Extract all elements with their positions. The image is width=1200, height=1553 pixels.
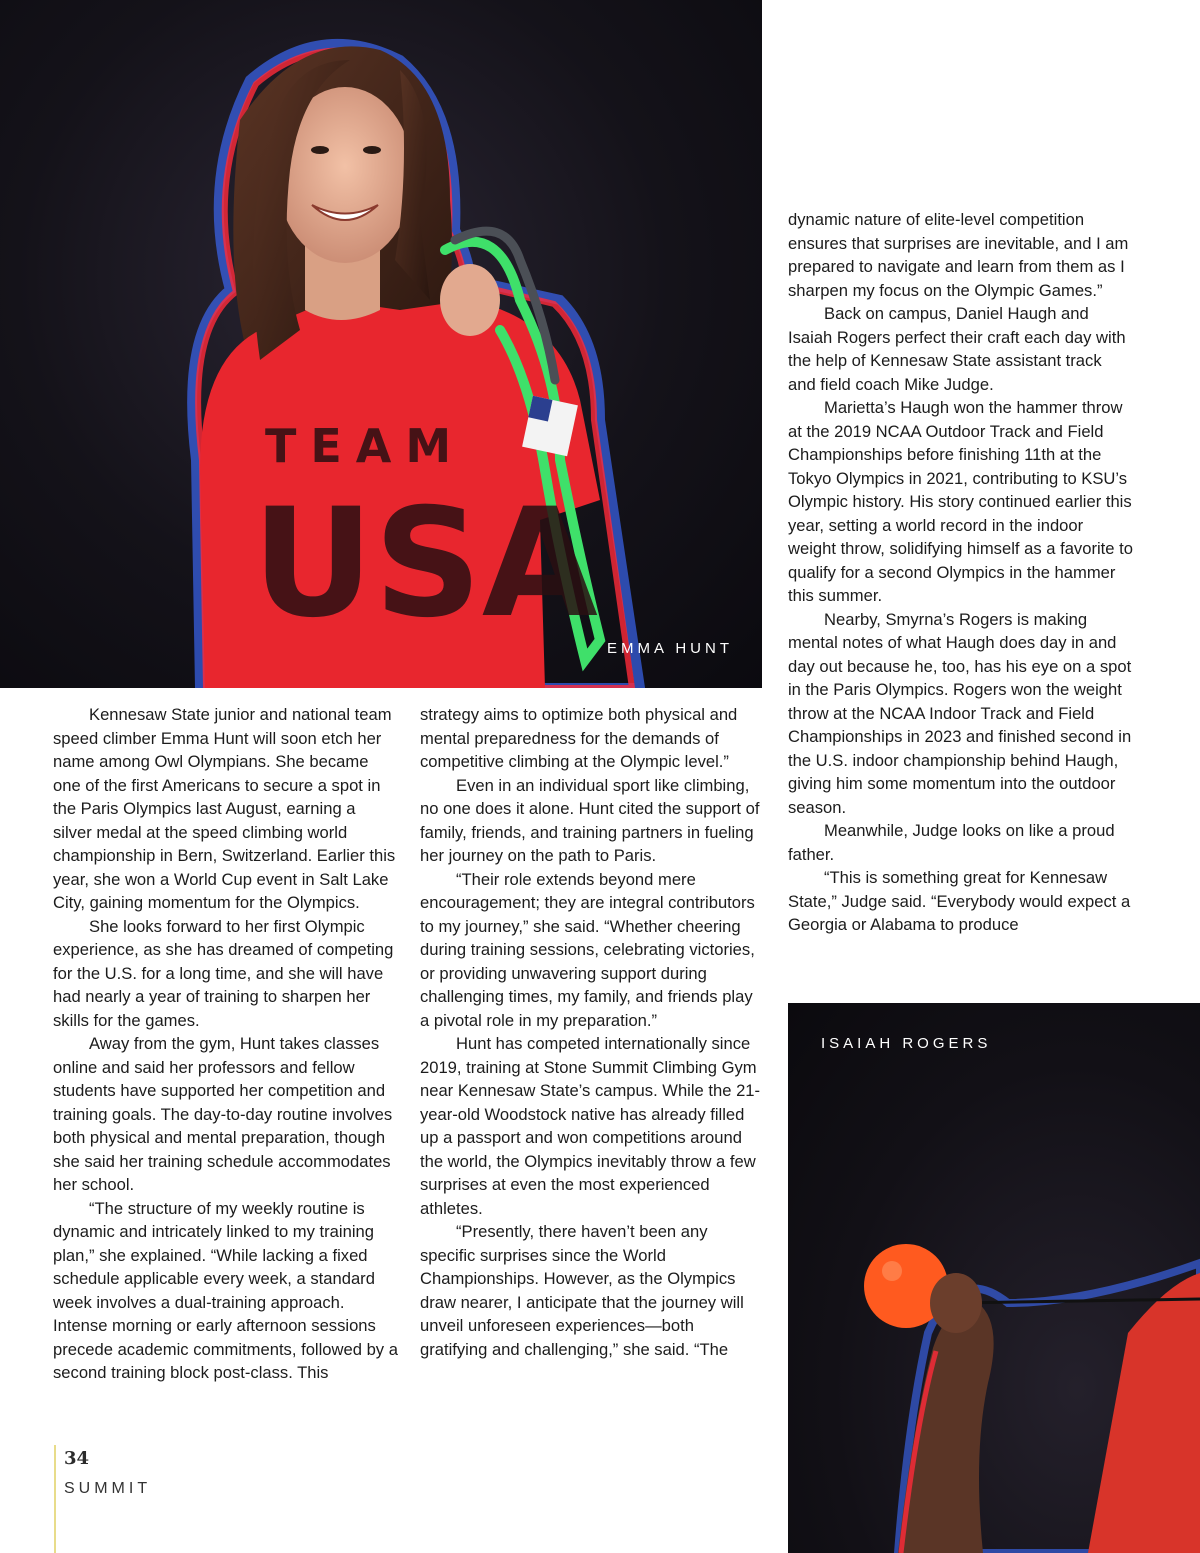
paragraph: Nearby, Smyrna’s Rogers is making mental notes of what Haugh does day in and day out because he, too, has his eye on a spot in the Paris Olympics. Rogers won the weight throw at the NCAA Indoor Track and Field Championships in 2023 and finished second in the U.S. indoor championship behind Haugh, giving him some momentum into the outdoor season.: [788, 609, 1132, 817]
paragraph: “This is something great for Kennesaw State,” Judge said. “Everybody would expect a Georgia or Alabama to produce: [788, 868, 1131, 934]
column-2: [420, 703, 765, 1361]
paragraph: Back on campus, Daniel Haugh and Isaiah Rogers perfect their craft each day with the help of Kennesaw State assistant track and field coach Mike Judge.: [788, 304, 1126, 394]
hand: [440, 264, 500, 336]
paragraph: Hunt has competed internationally since 2019, training at Stone Summit Climbing Gym near Kennesaw State’s campus. While the 21-year-old Woodstock native has already filled up a passport and won competitions around the world, the Olympics inevitably throw a few surprises at even the most experienced athletes.: [420, 1034, 761, 1218]
paragraph: strategy aims to optimize both physical and mental preparedness for the demands of competitive climbing at the Olympic level.”: [420, 705, 738, 771]
emma-hunt-illustration: [0, 0, 762, 688]
paragraph: Even in an individual sport like climbing, no one does it alone. Hunt cited the support of family, friends, and training partners in fueling her journey on the path to Paris.: [420, 775, 760, 865]
paragraph: Marietta’s Haugh won the hammer throw at the 2019 NCAA Outdoor Track and Field Championships before finishing 11th at the Tokyo Olympics in 2021, contributing to KSU’s Olympic history. His story continued earlier this year, setting a world record in the indoor weight throw, solidifying himself as a favorite to qualify for a second Olympics in the hammer this summer.: [788, 398, 1133, 605]
photo-caption-isaiah-rogers: ISAIAH ROGERS: [821, 1035, 992, 1052]
paragraph: “Their role extends beyond mere encouragement; they are integral contributors to my journey,” she said. “Whether cheering during training sessions, celebrating victories, or providing unwavering support during challenging times, my family, and friends play a pivotal role in my preparation.”: [420, 869, 755, 1030]
page-number: 34: [64, 1448, 90, 1469]
magazine-name: SUMMIT: [64, 1480, 152, 1497]
paragraph: Away from the gym, Hunt takes classes online and said her professors and fellow students have supported her competition and training goals. The day-to-day routine involves both physical and mental preparation, though she said her training schedule accommodates her school.: [53, 1034, 393, 1194]
left-eye: [311, 146, 329, 154]
isaiah-rogers-photo: [788, 1003, 1200, 1553]
paragraph: Meanwhile, Judge looks on like a proud father.: [788, 821, 1115, 864]
isaiah-rogers-illustration: [788, 1003, 1200, 1553]
emma-hunt-photo: [0, 0, 762, 688]
paragraph: “The structure of my weekly routine is dynamic and intricately linked to my training plan,” she explained. “While lacking a fixed schedule applicable every week, a standard week involves a dual-training approach. Intense morning or early afternoon sessions precede academic commitments, followed by a second training block post-class. This: [53, 1198, 398, 1382]
paragraph: She looks forward to her first Olympic experience, as she has dreamed of competing for the U.S. for a long time, and she will have had nearly a year of training to sharpen her skills for the games.: [53, 916, 394, 1030]
hand: [930, 1273, 982, 1333]
shirt-team-text: TEAM: [265, 419, 466, 473]
paragraph: dynamic nature of elite-level competition ensures that surprises are inevitable, and I am prepared to navigate and learn from them as I sharpen my focus on the Olympic Games.”: [788, 210, 1129, 300]
shirt-usa-text: USA: [252, 477, 598, 651]
paragraph: “Presently, there haven’t been any specific surprises since the World Championships. However, as the Olympics draw nearer, I anticipate that the journey will unveil unforeseen experiences—both gratifying and challenging,” she said. “The: [420, 1222, 744, 1359]
folio-rule: [54, 1445, 56, 1553]
column-3: [788, 208, 1133, 937]
photo-caption-emma-hunt: EMMA HUNT: [607, 640, 733, 657]
red-shirt: [1088, 1273, 1200, 1553]
right-eye: [363, 146, 381, 154]
paragraph: Kennesaw State junior and national team speed climber Emma Hunt will soon etch her name among Owl Olympians. She became one of the first Americans to secure a spot in the Paris Olympics last August, earning a silver medal at the speed climbing world championship in Bern, Switzerland. Earlier this year, she won a World Cup event in Salt Lake City, gaining momentum for the Olympics.: [53, 705, 396, 912]
column-1: [53, 703, 398, 1385]
